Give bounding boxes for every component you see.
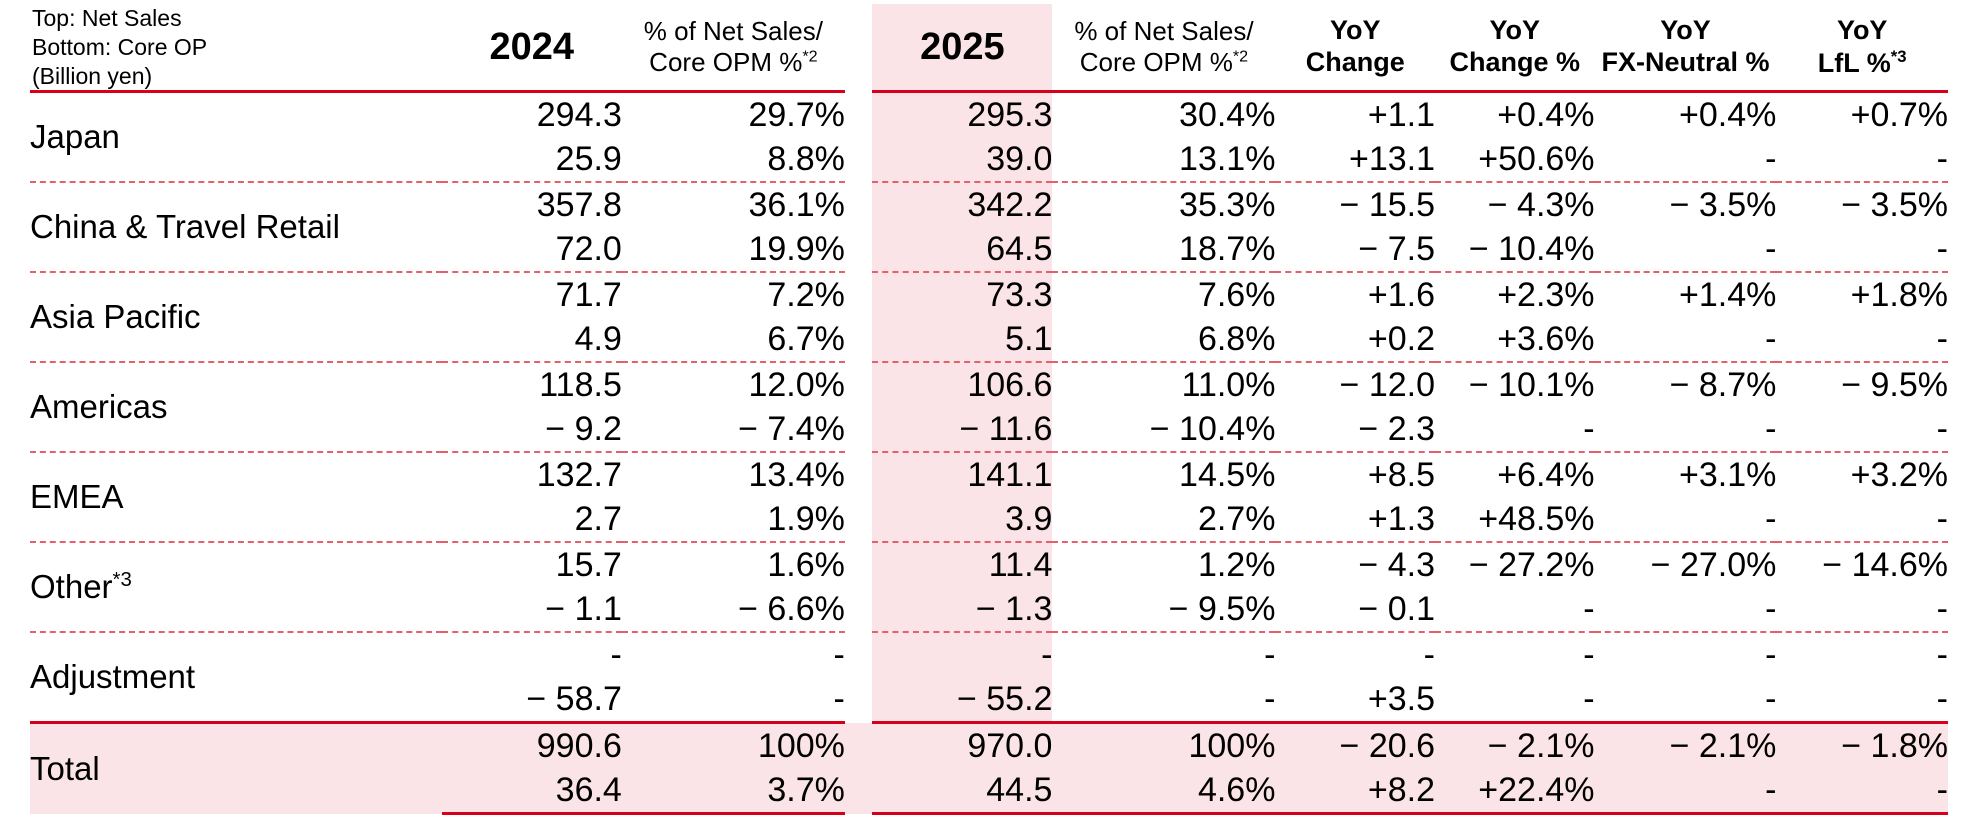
row-gap xyxy=(845,723,872,769)
header-pct-2025: % of Net Sales/ Core OPM %$^{*2}$ xyxy=(1074,16,1254,78)
cell-sales-2024: - xyxy=(442,632,622,677)
total-sales-yoy-fx: − 2.1% xyxy=(1595,723,1777,769)
cell-op-pct-2024: − 6.6% xyxy=(738,589,845,628)
cell-op-yoy-change-pct: +3.6% xyxy=(1497,319,1595,358)
cell-sales-yoy-fx: − 3.5% xyxy=(1595,182,1777,227)
cell-sales-pct-2025: 14.5% xyxy=(1052,452,1275,497)
cell-sales-pct-2025: 30.4% xyxy=(1052,92,1275,138)
cell-op-pct-2025: 6.8% xyxy=(1197,319,1276,358)
table-body xyxy=(30,4,1948,814)
total-label: Total xyxy=(30,723,442,814)
total-sales-pct-2025: 100% xyxy=(1052,723,1275,769)
row-gap xyxy=(845,317,872,362)
cell-op-pct-2025: − 9.5% xyxy=(1168,589,1276,628)
cell-op-yoy-change-pct: − 10.4% xyxy=(1468,229,1595,268)
cell-op-yoy-change-pct: +48.5% xyxy=(1478,499,1595,538)
cell-sales-yoy-fx: +1.4% xyxy=(1595,272,1777,317)
cell-sales-yoy-lfl: +3.2% xyxy=(1776,452,1948,497)
cell-op-yoy-lfl: - xyxy=(1936,409,1948,448)
row-label: EMEA xyxy=(30,452,442,542)
cell-op-yoy-change: +0.2 xyxy=(1367,319,1435,358)
cell-sales-2024: 118.5 xyxy=(442,362,622,407)
total-op-2025: 44.5 xyxy=(872,768,1052,814)
header-yoy-lfl: YoY LfL %$^{*3}$ xyxy=(1817,14,1907,78)
cell-op-yoy-lfl: - xyxy=(1936,319,1948,358)
cell-sales-pct-2025: 35.3% xyxy=(1052,182,1275,227)
cell-op-2025: − 1.3 xyxy=(872,587,1052,632)
row-label: China & Travel Retail xyxy=(30,182,442,272)
table-row xyxy=(30,542,1948,587)
cell-sales-2025: 141.1 xyxy=(872,452,1052,497)
cell-sales-yoy-lfl: − 14.6% xyxy=(1776,542,1948,587)
cell-op-yoy-fx: - xyxy=(1765,319,1777,358)
row-gap xyxy=(845,362,872,407)
cell-sales-yoy-fx: - xyxy=(1595,632,1777,677)
cell-sales-2024: 357.8 xyxy=(442,182,622,227)
cell-op-pct-2025: - xyxy=(1264,679,1276,718)
table-row xyxy=(30,632,1948,677)
total-op-yoy-change: +8.2 xyxy=(1275,768,1435,814)
row-gap xyxy=(845,677,872,723)
cell-sales-pct-2024: - xyxy=(622,632,845,677)
total-sales-2024: 990.6 xyxy=(442,723,622,769)
cell-sales-pct-2025: 11.0% xyxy=(1052,362,1275,407)
table-row xyxy=(30,362,1948,407)
cell-op-yoy-change-pct: - xyxy=(1583,589,1595,628)
cell-op-yoy-change-pct: +50.6% xyxy=(1478,139,1595,178)
header-gap xyxy=(845,4,872,92)
cell-op-yoy-fx: - xyxy=(1765,589,1777,628)
table-row xyxy=(30,272,1948,317)
cell-op-2025: 3.9 xyxy=(872,497,1052,542)
row-gap xyxy=(845,632,872,677)
row-gap xyxy=(845,92,872,138)
row-gap xyxy=(845,272,872,317)
cell-op-pct-2024: 8.8% xyxy=(767,139,845,178)
row-gap xyxy=(845,452,872,497)
row-gap xyxy=(845,587,872,632)
row-label: Americas xyxy=(30,362,442,452)
cell-sales-pct-2024: 12.0% xyxy=(622,362,845,407)
cell-sales-2025: 73.3 xyxy=(872,272,1052,317)
cell-sales-yoy-change-pct: − 4.3% xyxy=(1435,182,1595,227)
cell-op-2024: − 58.7 xyxy=(526,679,622,718)
cell-sales-2025: 106.6 xyxy=(872,362,1052,407)
cell-op-yoy-fx: - xyxy=(1765,139,1777,178)
cell-op-2025: 39.0 xyxy=(872,137,1052,182)
cell-sales-yoy-change-pct: − 10.1% xyxy=(1435,362,1595,407)
cell-op-pct-2025: 2.7% xyxy=(1197,499,1276,538)
cell-sales-2024: 15.7 xyxy=(442,542,622,587)
table-row xyxy=(30,452,1948,497)
total-sales-yoy-change-pct: − 2.1% xyxy=(1435,723,1595,769)
cell-op-2025: − 55.2 xyxy=(872,677,1052,723)
cell-op-pct-2024: 19.9% xyxy=(748,229,845,268)
table-row xyxy=(30,182,1948,227)
total-op-yoy-fx: - xyxy=(1595,768,1777,814)
cell-sales-yoy-fx: +0.4% xyxy=(1595,92,1777,138)
cell-op-yoy-change-pct: - xyxy=(1583,409,1595,448)
cell-sales-yoy-lfl: +0.7% xyxy=(1776,92,1948,138)
cell-op-yoy-lfl: - xyxy=(1936,229,1948,268)
cell-sales-yoy-change: − 15.5 xyxy=(1275,182,1435,227)
cell-op-yoy-lfl: - xyxy=(1936,139,1948,178)
cell-op-2024: − 1.1 xyxy=(545,589,622,628)
row-gap xyxy=(845,137,872,182)
cell-sales-yoy-change: +1.6 xyxy=(1275,272,1435,317)
cell-op-2024: 2.7 xyxy=(574,499,622,538)
cell-sales-2024: 71.7 xyxy=(442,272,622,317)
cell-op-yoy-change: +3.5 xyxy=(1367,679,1435,718)
cell-sales-pct-2024: 13.4% xyxy=(622,452,845,497)
row-label: Adjustment xyxy=(30,632,442,723)
cell-sales-yoy-lfl: − 9.5% xyxy=(1776,362,1948,407)
header-yoy-fx-neutral: YoY FX-Neutral % xyxy=(1601,15,1770,78)
cell-sales-yoy-lfl: - xyxy=(1776,632,1948,677)
cell-sales-pct-2024: 1.6% xyxy=(622,542,845,587)
cell-op-pct-2024: − 7.4% xyxy=(738,409,845,448)
cell-op-yoy-change-pct: - xyxy=(1583,679,1595,718)
row-label: Japan xyxy=(30,92,442,183)
total-sales-2025: 970.0 xyxy=(872,723,1052,769)
cell-sales-pct-2025: - xyxy=(1052,632,1275,677)
table-total-row xyxy=(30,723,1948,769)
cell-sales-pct-2024: 7.2% xyxy=(622,272,845,317)
header-year-2025: 2025 xyxy=(872,4,1052,92)
cell-op-yoy-change: − 2.3 xyxy=(1358,409,1435,448)
header-pct-2024: % of Net Sales/ Core OPM %$^{*2}$ xyxy=(643,16,823,78)
table-header-row xyxy=(30,4,1948,92)
cell-sales-2025: 342.2 xyxy=(872,182,1052,227)
cell-op-pct-2025: − 10.4% xyxy=(1149,409,1276,448)
row-label: Asia Pacific xyxy=(30,272,442,362)
cell-sales-yoy-lfl: − 3.5% xyxy=(1776,182,1948,227)
cell-op-yoy-change: +1.3 xyxy=(1367,499,1435,538)
cell-op-yoy-fx: - xyxy=(1765,679,1777,718)
total-sales-pct-2024: 100% xyxy=(622,723,845,769)
cell-op-yoy-fx: - xyxy=(1765,409,1777,448)
cell-op-yoy-lfl: - xyxy=(1936,589,1948,628)
cell-sales-yoy-fx: − 8.7% xyxy=(1595,362,1777,407)
row-gap xyxy=(845,182,872,227)
cell-op-2024: 25.9 xyxy=(555,139,622,178)
cell-sales-2025: 295.3 xyxy=(872,92,1052,138)
total-op-pct-2024: 3.7% xyxy=(622,768,845,814)
cell-op-yoy-fx: - xyxy=(1765,499,1777,538)
row-label: Other$^{*3}$ xyxy=(30,542,442,632)
table-row xyxy=(30,92,1948,138)
cell-sales-pct-2025: 1.2% xyxy=(1052,542,1275,587)
header-corner-caption: Top: Net Sales Bottom: Core OP (Billion yen) xyxy=(32,5,208,89)
total-sales-yoy-change: − 20.6 xyxy=(1275,723,1435,769)
cell-op-yoy-lfl: - xyxy=(1936,499,1948,538)
cell-sales-pct-2024: 36.1% xyxy=(622,182,845,227)
cell-op-yoy-change: − 0.1 xyxy=(1358,589,1435,628)
cell-sales-2025: 11.4 xyxy=(872,542,1052,587)
total-op-2024: 36.4 xyxy=(442,768,622,814)
row-gap xyxy=(845,407,872,452)
cell-sales-pct-2025: 7.6% xyxy=(1052,272,1275,317)
cell-sales-2024: 132.7 xyxy=(442,452,622,497)
row-gap xyxy=(845,227,872,272)
cell-sales-yoy-change-pct: +0.4% xyxy=(1435,92,1595,138)
cell-sales-yoy-fx: +3.1% xyxy=(1595,452,1777,497)
total-sales-yoy-lfl: − 1.8% xyxy=(1776,723,1948,769)
cell-op-2024: 4.9 xyxy=(574,319,622,358)
cell-sales-yoy-change: +8.5 xyxy=(1275,452,1435,497)
cell-op-pct-2024: 1.9% xyxy=(767,499,845,538)
region-financial-table xyxy=(30,4,1948,815)
total-op-yoy-change-pct: +22.4% xyxy=(1435,768,1595,814)
cell-sales-yoy-lfl: +1.8% xyxy=(1776,272,1948,317)
cell-op-yoy-lfl: - xyxy=(1936,679,1948,718)
header-yoy-change-pct: YoY Change % xyxy=(1449,15,1581,78)
cell-sales-yoy-change: - xyxy=(1275,632,1435,677)
cell-op-yoy-change: +13.1 xyxy=(1348,139,1435,178)
header-yoy-change: YoY Change xyxy=(1305,15,1405,78)
row-gap xyxy=(845,542,872,587)
row-gap xyxy=(845,497,872,542)
cell-sales-yoy-change: − 12.0 xyxy=(1275,362,1435,407)
cell-op-2024: − 9.2 xyxy=(545,409,622,448)
cell-sales-yoy-change-pct: +6.4% xyxy=(1435,452,1595,497)
cell-op-2025: 5.1 xyxy=(872,317,1052,362)
cell-op-yoy-change: − 7.5 xyxy=(1358,229,1435,268)
cell-sales-yoy-change: − 4.3 xyxy=(1275,542,1435,587)
cell-sales-yoy-fx: − 27.0% xyxy=(1595,542,1777,587)
cell-op-pct-2024: 6.7% xyxy=(767,319,845,358)
cell-op-yoy-fx: - xyxy=(1765,229,1777,268)
total-op-yoy-lfl: - xyxy=(1776,768,1948,814)
cell-op-pct-2025: 13.1% xyxy=(1179,139,1276,178)
cell-sales-pct-2024: 29.7% xyxy=(622,92,845,138)
cell-op-pct-2025: 18.7% xyxy=(1179,229,1276,268)
cell-op-2024: 72.0 xyxy=(555,229,622,268)
row-gap xyxy=(845,768,872,814)
cell-sales-2025: - xyxy=(872,632,1052,677)
cell-op-2025: − 11.6 xyxy=(872,407,1052,452)
header-year-2024: 2024 xyxy=(489,25,575,68)
cell-op-2025: 64.5 xyxy=(872,227,1052,272)
cell-sales-yoy-change: +1.1 xyxy=(1275,92,1435,138)
cell-sales-yoy-change-pct: − 27.2% xyxy=(1435,542,1595,587)
cell-sales-yoy-change-pct: - xyxy=(1435,632,1595,677)
cell-sales-yoy-change-pct: +2.3% xyxy=(1435,272,1595,317)
cell-op-pct-2024: - xyxy=(833,679,845,718)
cell-sales-2024: 294.3 xyxy=(442,92,622,138)
total-op-pct-2025: 4.6% xyxy=(1052,768,1275,814)
